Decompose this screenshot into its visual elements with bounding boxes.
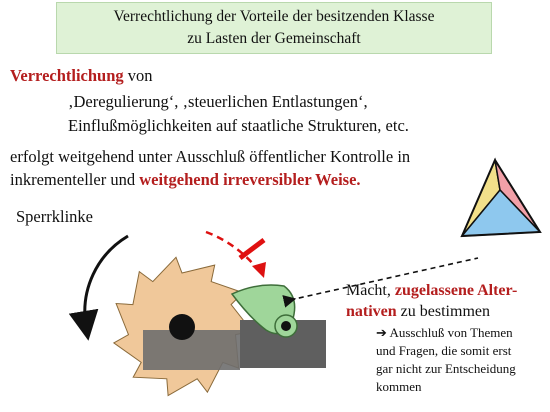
note-line-1 — [376, 325, 513, 341]
blocked-cross-bar — [240, 240, 264, 258]
body-line-4: erfolgt weitgehend unter Ausschluß öffentlicher Kontrolle in — [10, 147, 411, 166]
ratchet-label: Sperrklinke — [16, 207, 93, 226]
pyramid-icon — [462, 160, 540, 236]
title-line-1: Verrechtlichung der Vorteile der besitzenden Klasse — [113, 8, 435, 25]
power-highlight-1: zugelassene Alter- — [394, 282, 518, 299]
blocked-direction-arrowhead — [252, 262, 266, 278]
gear-axle — [169, 314, 195, 340]
body-line-3: Einflußmöglichkeiten auf staatliche Strukturen, etc. — [68, 116, 409, 135]
lead-highlight: Verrechtlichung — [10, 66, 124, 85]
power-plain: Macht, — [346, 282, 395, 299]
power-rest: zu bestimmen — [396, 303, 490, 320]
power-line-2 — [346, 303, 490, 321]
note-line-2: und Fragen, die somit erst — [376, 343, 512, 358]
note-line-4: kommen — [376, 379, 422, 394]
body-line-2: ‚Deregulierung‘, ‚steuerlichen Entlastungen‘, — [68, 92, 368, 111]
power-highlight-2: nativen — [346, 303, 397, 320]
note-arrow-icon: ➔ — [376, 325, 387, 340]
title-line-2: zu Lasten der Gemeinschaft — [187, 30, 361, 47]
body-line-5-highlight: weitgehend irreversibler Weise. — [139, 170, 361, 189]
support-bar-left — [143, 330, 240, 370]
body-line-5-plain: inkrementeller und — [10, 170, 140, 189]
power-line-1 — [346, 282, 517, 300]
note-line-1-text: Ausschluß von Themen — [386, 325, 513, 340]
lead-rest: von — [123, 66, 153, 85]
note-line-3: gar nicht zur Entscheidung — [376, 361, 516, 376]
pawl-pivot-hole — [281, 321, 291, 331]
